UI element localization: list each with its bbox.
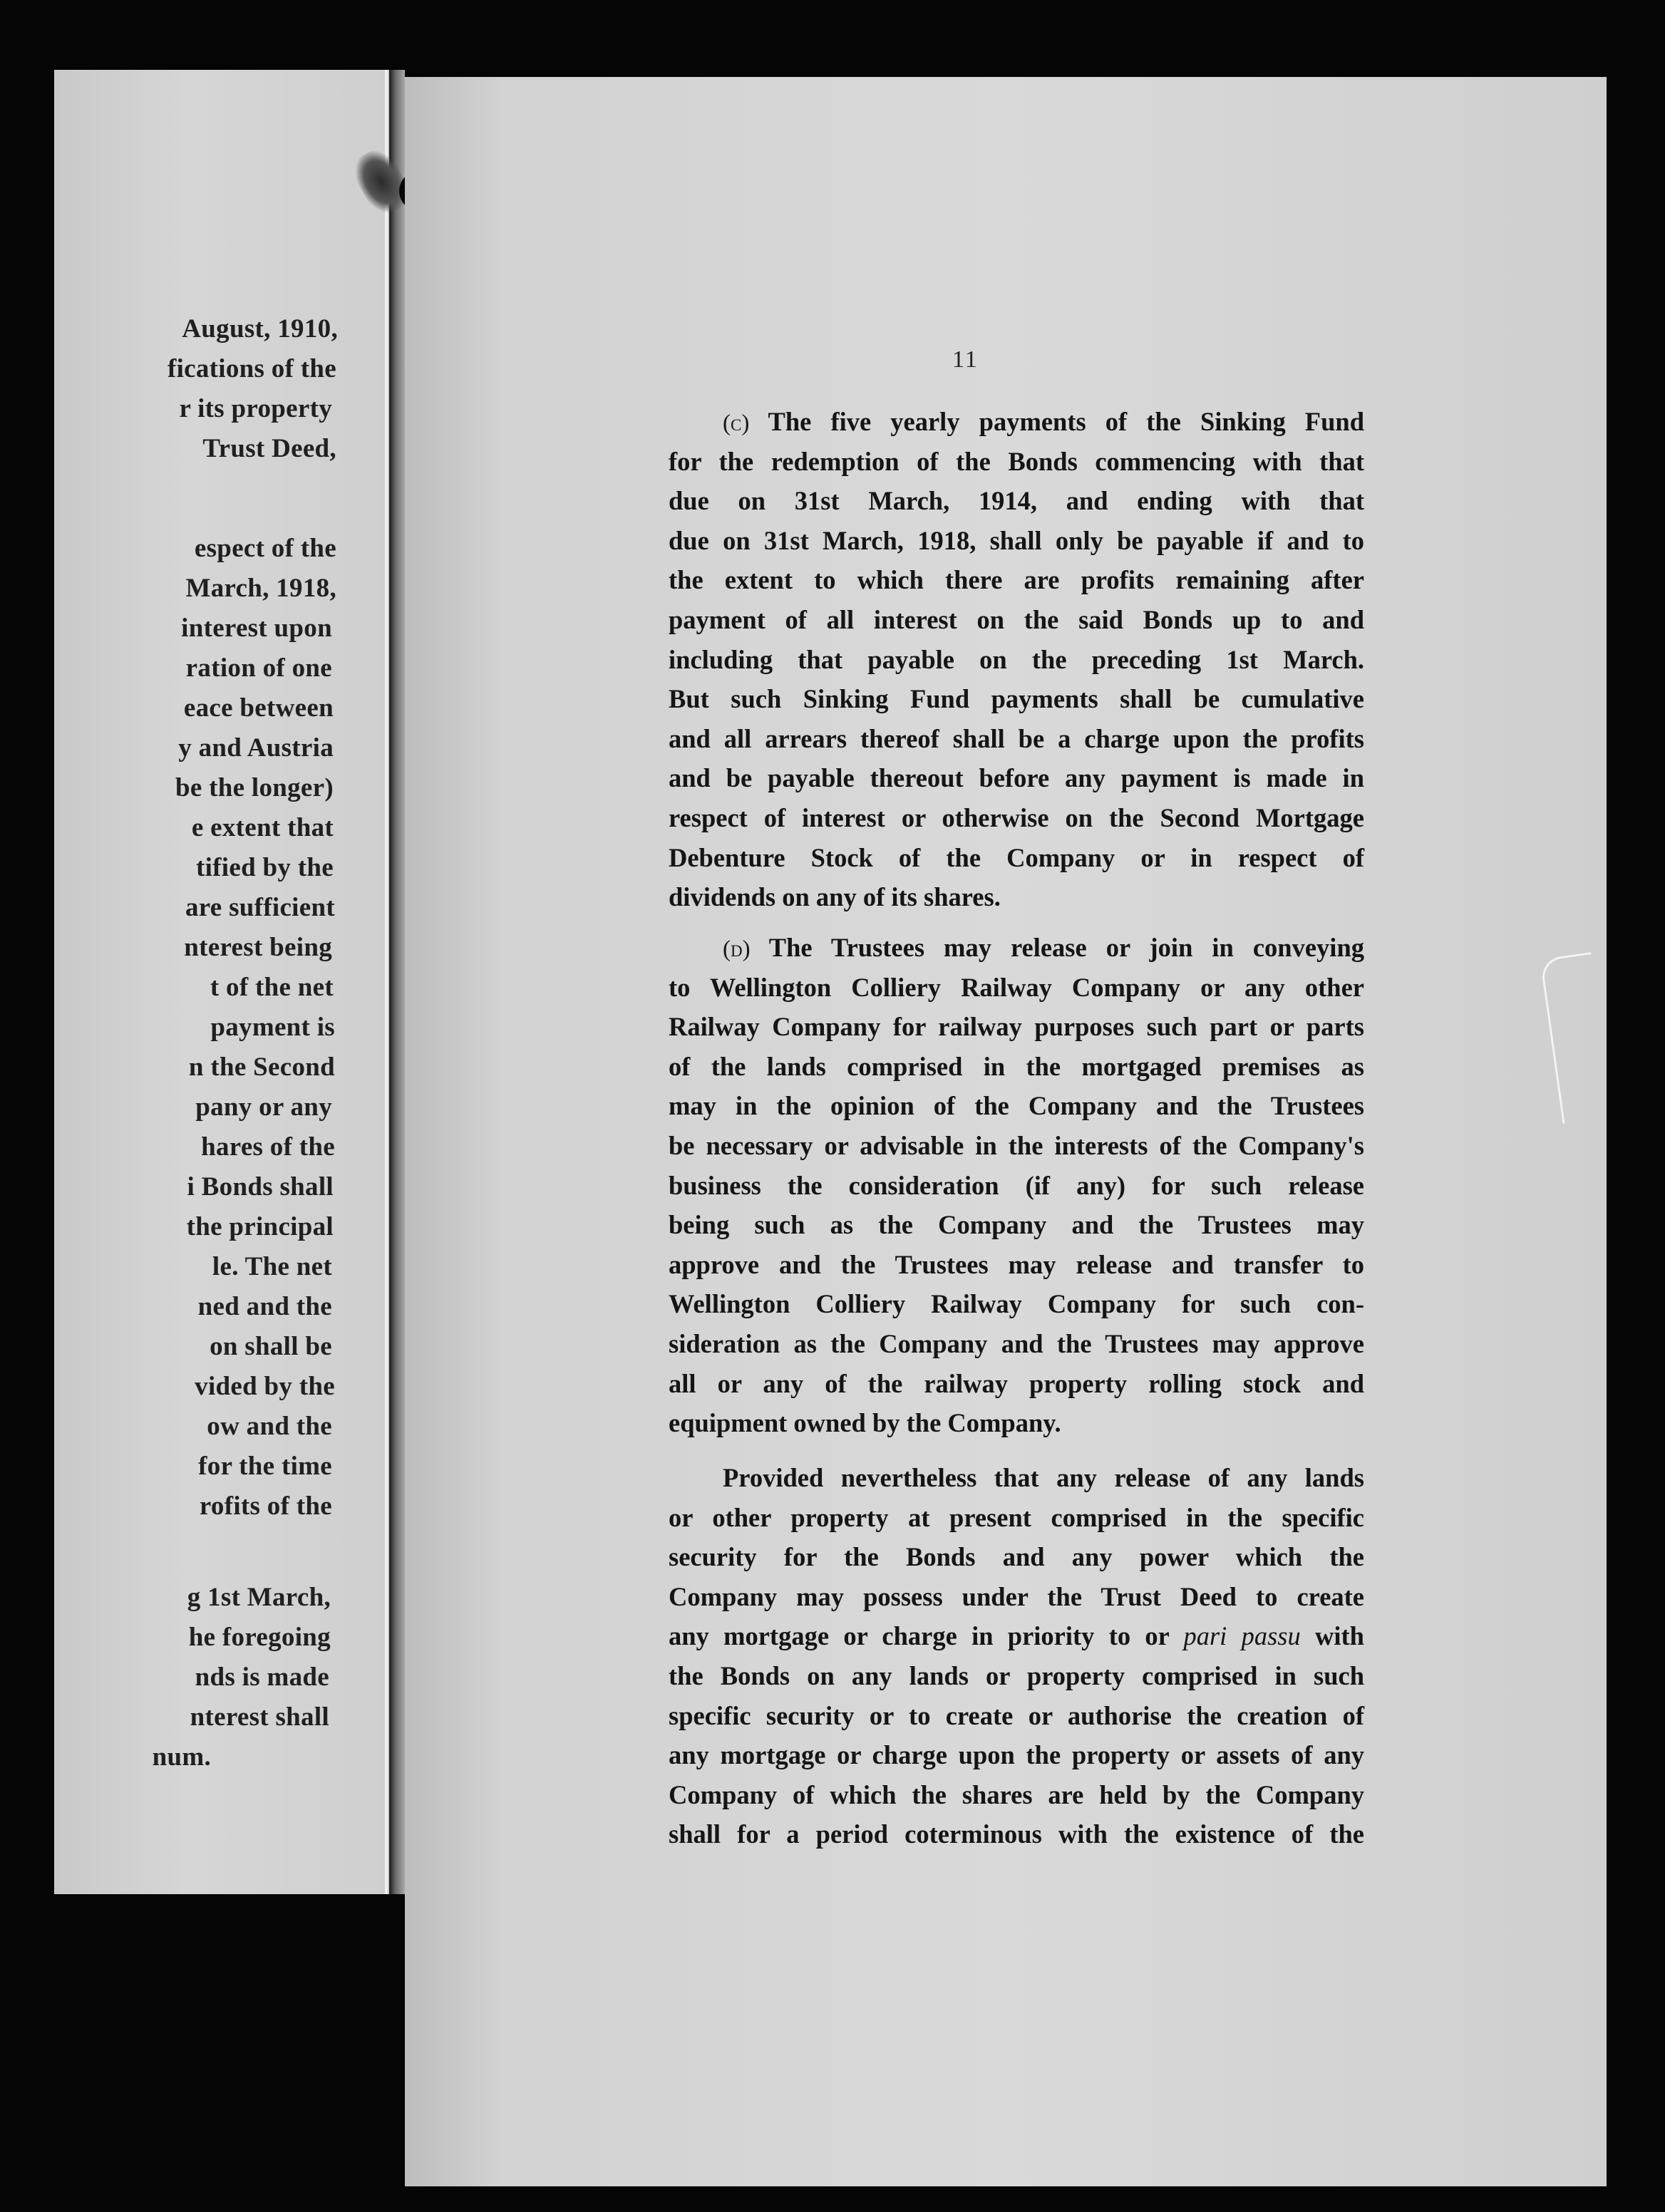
left-page-fragment-text: pany or any — [195, 1092, 332, 1122]
left-page-fragment-text: the principal — [186, 1212, 334, 1241]
para-d-line: to Wellington Colliery Railway Company or any other — [669, 972, 1364, 1002]
left-page-fragment-text: e extent that — [191, 813, 334, 842]
para-d-line: Wellington Colliery Railway Company for such con- — [669, 1289, 1364, 1319]
left-page-fragment-text: nterest shall — [190, 1702, 329, 1732]
left-page-fragment-text: ow and the — [207, 1412, 332, 1441]
proviso-line: Provided nevertheless that any release of any lands — [723, 1463, 1364, 1492]
para-d-line: equipment owned by the Company. — [669, 1408, 1061, 1438]
para-d-line: being such as the Company and the Trustees may — [669, 1210, 1364, 1240]
para-d-line: business the consideration (if any) for such release — [669, 1170, 1364, 1200]
paragraph-text: The Trustees may release or join in conveying — [768, 933, 1364, 962]
left-page-fragment-text: are sufficient — [185, 893, 335, 922]
para-d-line: sideration as the Company and the Trustees may approve — [669, 1329, 1364, 1358]
left-page-fragment-text: for the time — [198, 1452, 332, 1481]
para-c-line: and be payable thereout before any payment is made in — [669, 763, 1364, 793]
proviso-line-italic — [669, 1622, 1364, 1650]
para-c-line: Debenture Stock of the Company or in respect of — [669, 842, 1364, 872]
proviso-line: or other property at present comprised in the specific — [669, 1502, 1364, 1532]
left-page-fragment-text: fications of the — [167, 354, 336, 383]
paragraph-text: The five yearly payments of the Sinking Fund — [768, 407, 1364, 436]
para-d-line: all or any of the railway property rolling stock and — [669, 1368, 1364, 1398]
para-c-line: payment of all interest on the said Bonds up to and — [669, 605, 1364, 634]
proviso-line: security for the Bonds and any power which the — [669, 1542, 1364, 1572]
left-page-fragment-text: on shall be — [210, 1332, 332, 1361]
proviso-line: specific security or to create or authorise the creation of — [669, 1700, 1364, 1730]
left-page-fragment-text: ned and the — [197, 1292, 332, 1321]
paragraph-marker: (c) — [723, 410, 768, 436]
previous-page-strip — [54, 70, 389, 1894]
left-page-fragment-text: n the Second — [188, 1053, 335, 1082]
para-d-line: approve and the Trustees may release and transfer to — [669, 1249, 1364, 1279]
left-page-fragment-text: eace between — [183, 693, 334, 723]
italic-phrase: pari passu — [1183, 1621, 1301, 1651]
para-c-line: respect of interest or otherwise on the Second Mortgage — [669, 803, 1364, 832]
binding-spine — [389, 70, 405, 1894]
text-span: any mortgage or charge in priority to or — [669, 1621, 1184, 1651]
left-page-fragment-text: hares of the — [201, 1132, 335, 1162]
left-page-fragment-text: August, 1910, — [182, 314, 338, 343]
left-page-fragment-text: be the longer) — [175, 773, 334, 802]
proviso-line: any mortgage or charge upon the property or assets of any — [669, 1740, 1364, 1770]
para-c-line: dividends on any of its shares. — [669, 882, 1001, 912]
left-page-fragment-text: num. — [152, 1742, 211, 1772]
left-page-fragment-text: r its property — [179, 394, 332, 423]
para-d-line: Railway Company for railway purposes such part or parts — [669, 1012, 1364, 1042]
proviso-line: the Bonds on any lands or property comprised in such — [669, 1661, 1364, 1690]
page-edge — [385, 70, 388, 1894]
para-c-line: and all arrears thereof shall be a charge upon the profits — [669, 723, 1364, 753]
left-page-fragment-text: interest upon — [181, 614, 332, 643]
left-page-fragment-text: tified by the — [195, 853, 334, 882]
para-d-line: of the lands comprised in the mortgaged premises as — [669, 1051, 1364, 1081]
paragraph-marker: (d) — [723, 936, 769, 962]
left-page-fragment-text: Trust Deed, — [202, 434, 336, 463]
para-c-line: due on 31st March, 1918, shall only be payable if and to — [669, 525, 1364, 555]
left-page-fragment-text: rofits of the — [199, 1492, 332, 1521]
para-d-line: may in the opinion of the Company and the Trustees — [669, 1091, 1364, 1121]
left-page-fragment-text: he foregoing — [188, 1623, 331, 1652]
left-page-fragment-text: i Bonds shall — [187, 1172, 334, 1201]
page-number: 11 — [952, 346, 979, 373]
left-page-fragment-text: March, 1918, — [185, 574, 336, 603]
proviso-line: Company may possess under the Trust Deed to create — [669, 1581, 1364, 1611]
left-page-fragment-text: ration of one — [185, 653, 332, 683]
left-page-fragment-text: payment is — [210, 1013, 335, 1042]
para-c-line: including that payable on the preceding 1st March. — [669, 644, 1364, 674]
para-c-first-line — [723, 408, 1364, 438]
para-c-line: for the redemption of the Bonds commencing with that — [669, 446, 1364, 476]
para-c-line: But such Sinking Fund payments shall be cumulative — [669, 684, 1364, 714]
proviso-line: shall for a period coterminous with the existence of the — [669, 1819, 1364, 1849]
para-d-first-line — [723, 934, 1364, 963]
para-d-line: be necessary or advisable in the interests of the Company's — [669, 1131, 1364, 1160]
left-page-fragment-text: vided by the — [195, 1372, 335, 1401]
left-page-fragment-text: nterest being — [184, 933, 332, 962]
left-page-fragment-text: nds is made — [195, 1663, 329, 1692]
para-c-line: the extent to which there are profits remaining after — [669, 565, 1364, 595]
left-page-fragment-text: espect of the — [194, 534, 336, 563]
left-page-fragment-text: g 1st March, — [187, 1583, 331, 1612]
left-page-fragment-text: y and Austria — [178, 733, 334, 763]
proviso-line: Company of which the shares are held by the Company — [669, 1779, 1364, 1809]
text-span: with — [1300, 1621, 1364, 1651]
left-page-fragment-text: t of the net — [210, 973, 334, 1002]
para-c-line: due on 31st March, 1914, and ending with that — [669, 486, 1364, 516]
left-page-fragment-text: le. The net — [212, 1252, 332, 1281]
